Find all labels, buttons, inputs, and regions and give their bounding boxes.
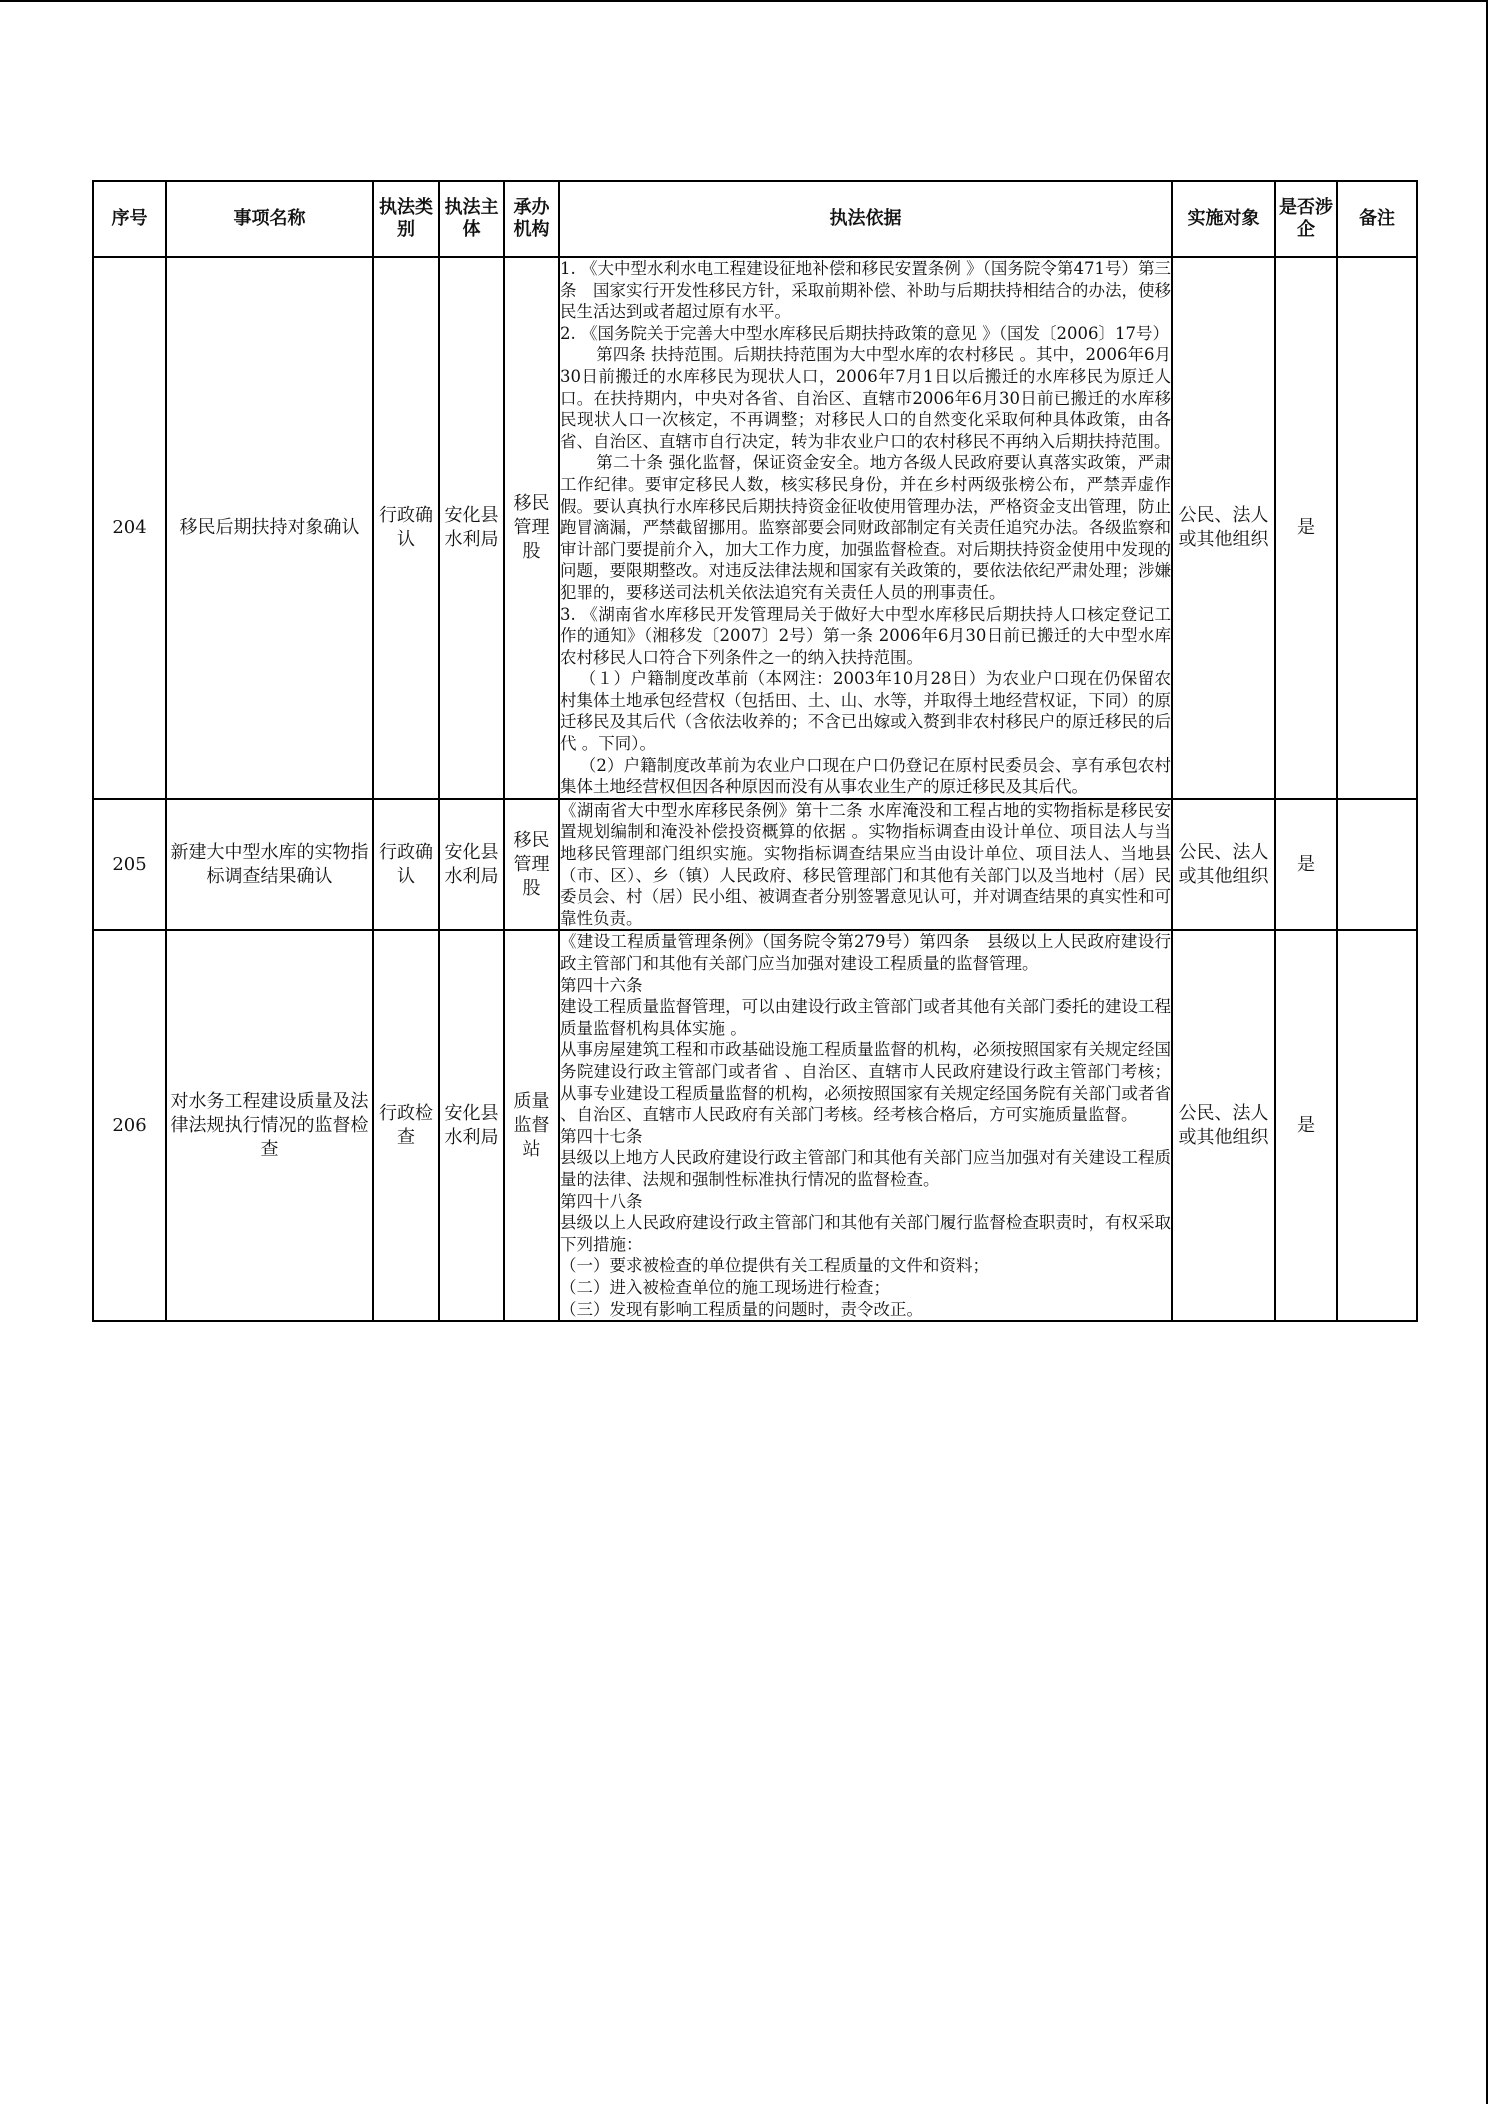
- header-no: 序号: [93, 181, 166, 257]
- basis-paragraph: （2）户籍制度改革前为农业户口现在户口仍登记在原村民委员会、享有承包农村集体土地经营权但因各种原因而没有从事农业生产的原迁移民及其后代。: [560, 755, 1171, 797]
- basis-paragraph: 第四十六条: [560, 975, 643, 995]
- row-subject: 安化县水利局: [439, 257, 504, 799]
- row-unit: 质量监督站: [504, 930, 559, 1321]
- row-target: 公民、法人或其他组织: [1172, 257, 1275, 799]
- row-target: 公民、法人或其他组织: [1172, 930, 1275, 1321]
- row-name: 新建大中型水库的实物指标调查结果确认: [166, 799, 373, 931]
- row-subject: 安化县水利局: [439, 799, 504, 931]
- basis-paragraph: 第四条 扶持范围。后期扶持范围为大中型水库的农村移民 。其中，2006年6月30日前搬迁的水库移民为现状人口，2006年7月1日以后搬迁的水库移民为原迁人口。在扶持期内，中央对各省、自治区、直辖市2006年6月30日前已搬迁的水库移民现状人口一次核定，不再调整；对移民人口的自然变化采取何种具体政策，由各省、自治区、直辖市自行决定，转为非农业户口的农村移民不再纳入后期扶持范围。: [560, 345, 1171, 451]
- row-category: 行政检查: [373, 930, 439, 1321]
- basis-paragraph: 《建设工程质量管理条例》（国务院令第279号）第四条 县级以上人民政府建设行政主管部门和其他有关部门应当加强对建设工程质量的监督管理。: [560, 932, 1171, 973]
- row-category: 行政确认: [373, 799, 439, 931]
- row-remark: [1337, 257, 1417, 799]
- table-row: [93, 930, 1417, 1321]
- basis-paragraph: 《湖南省大中型水库移民条例》第十二条 水库淹没和工程占地的实物指标是移民安置规划编制和淹没补偿投资概算的依据 。实物指标调查由设计单位、项目法人与当地移民管理部门组织实施。实物指标调查结果应当由设计单位、项目法人、当地县（市、区）、乡（镇）人民政府、移民管理部门和其他有关部门以及当地村（居）民委员会、村（居）民小组、被调查者分别签署意见认可，并对调查结果的真实性和可靠性负责。: [560, 800, 1171, 928]
- row-unit: 移民管理股: [504, 799, 559, 931]
- basis-paragraph: 第二十条 强化监督，保证资金安全。地方各级人民政府要认真落实政策，严肃工作纪律。要审定移民人数，核实移民身份，并在乡村两级张榜公布，严禁弄虚作假。要认真执行水库移民后期扶持资金征收使用管理办法，严格资金支出管理，防止跑冒滴漏，严禁截留挪用。监察部要会同财政部制定有关责任追究办法。各级监察和审计部门要提前介入，加大工作力度，加强监督检查。对后期扶持资金使用中发现的问题，要限期整改。对违反法律法规和国家有关政策的，要依法依纪严肃处理；涉嫌犯罪的，要移送司法机关依法追究有关责任人员的刑事责任。: [560, 453, 1171, 602]
- row-basis: [559, 257, 1172, 799]
- header-name: 事项名称: [166, 181, 373, 257]
- basis-paragraph: 县级以上地方人民政府建设行政主管部门和其他有关部门应当加强对有关建设工程质量的法律、法规和强制性标准执行情况的监督检查。: [560, 1148, 1171, 1189]
- page-top-border: [0, 0, 1488, 2]
- row-subject: 安化县水利局: [439, 930, 504, 1321]
- basis-paragraph: 2. 《国务院关于完善大中型水库移民后期扶持政策的意见 》（国发〔2006〕17号）: [560, 323, 1169, 343]
- row-remark: [1337, 799, 1417, 931]
- basis-paragraph: 第四十七条: [560, 1126, 643, 1146]
- row-basis: [559, 930, 1172, 1321]
- header-unit: 承办机构: [504, 181, 559, 257]
- basis-paragraph: 1. 《大中型水利水电工程建设征地补偿和移民安置条例 》（国务院令第471号）第三条 国家实行开发性移民方针，采取前期补偿、补助与后期扶持相结合的办法，使移民生活达到或者超过原有水平。: [560, 259, 1171, 322]
- row-no: 206: [93, 930, 166, 1321]
- basis-paragraph: （一）要求被检查的单位提供有关工程质量的文件和资料；: [560, 1256, 989, 1276]
- table-header-row: [93, 181, 1417, 257]
- header-remark: 备注: [1337, 181, 1417, 257]
- table-row: [93, 799, 1417, 931]
- basis-paragraph: （三）发现有影响工程质量的问题时，责令改正。: [560, 1299, 923, 1319]
- enforcement-items-table: [92, 180, 1418, 1322]
- row-no: 204: [93, 257, 166, 799]
- row-enterprise: 是: [1275, 930, 1337, 1321]
- header-subject: 执法主体: [439, 181, 504, 257]
- header-enterprise: 是否涉企: [1275, 181, 1337, 257]
- header-category: 执法类别: [373, 181, 439, 257]
- row-name: 移民后期扶持对象确认: [166, 257, 373, 799]
- basis-paragraph: （二）进入被检查单位的施工现场进行检查；: [560, 1277, 890, 1297]
- row-remark: [1337, 930, 1417, 1321]
- header-target: 实施对象: [1172, 181, 1275, 257]
- basis-paragraph: 县级以上人民政府建设行政主管部门和其他有关部门履行监督检查职责时，有权采取下列措施：: [560, 1213, 1171, 1254]
- row-unit: 移民管理股: [504, 257, 559, 799]
- row-no: 205: [93, 799, 166, 931]
- row-name: 对水务工程建设质量及法律法规执行情况的监督检查: [166, 930, 373, 1321]
- basis-paragraph: 第四十八条: [560, 1191, 643, 1211]
- row-category: 行政确认: [373, 257, 439, 799]
- row-enterprise: 是: [1275, 799, 1337, 931]
- row-enterprise: 是: [1275, 257, 1337, 799]
- basis-paragraph: 建设工程质量监督管理，可以由建设行政主管部门或者其他有关部门委托的建设工程质量监督机构具体实施 。: [560, 997, 1171, 1038]
- basis-paragraph: 从事房屋建筑工程和市政基础设施工程质量监督的机构，必须按照国家有关规定经国务院建设行政主管部门或者省 、自治区、直辖市人民政府建设行政主管部门考核；从事专业建设工程质量监督的机构，必须按照国家有关规定经国务院有关部门或者省 、自治区、直辖市人民政府有关部门考核。经考核合格后，方可实施质量监督。: [560, 1040, 1171, 1125]
- table-row: [93, 257, 1417, 799]
- basis-paragraph: （１）户籍制度改革前（本网注：2003年10月28日）为农业户口现在仍保留农村集体土地承包经营权（包括田、土、山、水等，并取得土地经营权证，下同）的原迁移民及其后代（含依法收养的；不含已出嫁或入赘到非农村移民户的原迁移民的后代 。下同）。: [560, 669, 1171, 754]
- header-basis: 执法依据: [559, 181, 1172, 257]
- basis-paragraph: 3. 《湖南省水库移民开发管理局关于做好大中型水库移民后期扶持人口核定登记工作的通知》（湘移发〔2007〕2号）第一条 2006年6月30日前已搬迁的大中型水库农村移民人口符合下列条件之一的纳入扶持范围。: [560, 604, 1171, 667]
- row-target: 公民、法人或其他组织: [1172, 799, 1275, 931]
- row-basis: [559, 799, 1172, 931]
